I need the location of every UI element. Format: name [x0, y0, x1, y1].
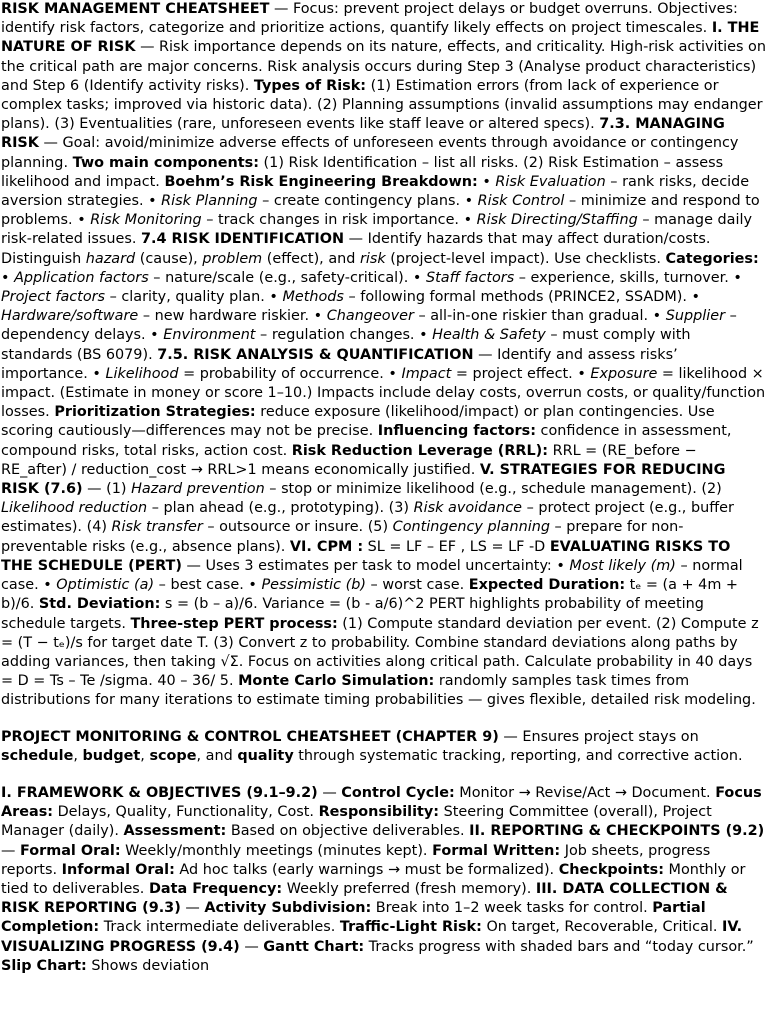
- body-text: Ad hoc talks (early warnings → must be formalized).: [174, 861, 559, 878]
- bold-heading-text: Two main components:: [72, 154, 259, 171]
- body-text: Weekly/monthly meetings (minutes kept).: [120, 842, 433, 859]
- body-text: —: [180, 900, 205, 917]
- bold-heading-text: VI. CPM :: [289, 538, 364, 555]
- body-text: randomly samples task times from distributions for many iterations to estimate timing probabilities — gives flexible, detailed risk modeling.: [1, 673, 756, 709]
- italic-term-text: Likelihood reduction: [1, 500, 148, 517]
- bold-heading-text: Checkpoints:: [558, 861, 664, 878]
- italic-term-text: problem: [202, 250, 263, 267]
- italic-term-text: Staff factors: [425, 269, 515, 286]
- body-text: — (1): [82, 481, 132, 498]
- bold-heading-text: Assessment:: [123, 823, 227, 840]
- italic-term-text: Contingency planning: [392, 519, 550, 536]
- bold-heading-text: Focus Areas:: [1, 784, 762, 821]
- italic-term-text: hazard: [85, 250, 136, 267]
- body-text: —: [317, 784, 342, 801]
- bold-heading-text: EVALUATING RISKS TO THE SCHEDULE (PERT): [1, 538, 731, 574]
- body-text: , and: [196, 747, 238, 764]
- italic-term-text: Application factors: [14, 269, 149, 286]
- body-text: – regulation changes. •: [255, 327, 433, 344]
- bold-heading-text: quality: [237, 747, 294, 764]
- body-text: – worst case.: [365, 577, 469, 594]
- body-text: s = (b – a)/6. Variance = (b - a/6)^2 PERT highlights probability of meeting schedule targets.: [1, 596, 704, 632]
- body-text: – stop or minimize likelihood (e.g., schedule management). (2): [264, 481, 722, 498]
- bold-heading-text: Expected Duration:: [468, 577, 626, 594]
- body-text: •: [1, 269, 15, 286]
- bold-heading-text: Types of Risk:: [253, 77, 367, 94]
- body-text: – track changes in risk importance. •: [201, 212, 477, 229]
- body-text: — Risk importance depends on its nature, effects, and criticality. High-risk activities on the critical path are major concerns. Risk analysis occurs during Step 3 (Analyse product characteristics) and Step 6 (Identify activity risks).: [1, 39, 766, 94]
- body-text: RRL = (RE_before − RE_after) / reduction_cost → RRL>1 means economically justified.: [1, 442, 697, 478]
- body-text: Weekly preferred (fresh memory).: [282, 880, 536, 897]
- body-text: •: [477, 173, 496, 190]
- bold-heading-text: Monte Carlo Simulation:: [238, 673, 435, 690]
- body-text: — Focus: prevent project delays or budget overruns. Objectives: identify risk factors, categorize and prioritize actions, quantify likely effects on project timescales.: [1, 1, 738, 37]
- bold-heading-text: 7.5. RISK ANALYSIS & QUANTIFICATION: [157, 346, 474, 363]
- body-text: SL = LF – EF , LS = LF -D: [363, 538, 550, 555]
- body-text: = probability of occurrence. •: [178, 365, 402, 382]
- bold-heading-text: Control Cycle:: [341, 784, 455, 801]
- italic-term-text: Hazard prevention: [131, 481, 265, 498]
- body-text: (project-level impact). Use checklists.: [385, 250, 666, 267]
- body-text: (effect), and: [262, 250, 360, 267]
- bold-heading-text: Std. Deviation:: [38, 596, 161, 613]
- bold-heading-text: Formal Oral:: [19, 842, 121, 859]
- body-text: – dependency delays. •: [1, 308, 737, 344]
- body-text: confidence in assessment, compound risks, total risks, action cost.: [1, 423, 732, 459]
- bold-heading-text: 7.3. MANAGING RISK: [1, 116, 725, 152]
- body-text: (1) Risk Identification – list all risks. (2) Risk Estimation – assess likelihood and impact.: [1, 154, 724, 190]
- bold-heading-text: Informal Oral:: [61, 861, 175, 878]
- monitoring-intro-paragraph: [1, 728, 766, 766]
- body-text: – clarity, quality plan. •: [105, 289, 283, 306]
- body-text: — Identify and assess risks’ importance. •: [1, 346, 678, 382]
- body-text: Monthly or tied to deliverables.: [1, 861, 746, 897]
- italic-term-text: Risk Monitoring: [90, 212, 202, 229]
- body-text: — Identify hazards that may affect duration/costs. Distinguish: [1, 231, 711, 267]
- body-text: – plan ahead (e.g., prototyping). (3): [147, 500, 414, 517]
- body-text: – manage daily risk-related issues.: [1, 212, 752, 248]
- bold-heading-text: IV. VISUALIZING PROGRESS (9.4): [1, 919, 743, 955]
- italic-term-text: Risk transfer: [111, 519, 203, 536]
- italic-term-text: Risk Planning: [161, 193, 258, 210]
- bold-heading-text: Boehm’s Risk Engineering Breakdown:: [164, 173, 478, 190]
- risk-management-paragraph: [1, 0, 766, 711]
- italic-term-text: Risk avoidance: [413, 500, 523, 517]
- body-text: tₑ = (a + 4m + b)/6.: [1, 577, 738, 613]
- monitoring-framework-paragraph: [1, 784, 766, 976]
- body-text: Steering Committee (overall), Project Manager (daily).: [1, 804, 712, 840]
- body-text: ,: [140, 747, 150, 764]
- body-text: = project effect. •: [451, 365, 591, 382]
- body-text: — Goal: avoid/minimize adverse effects of unforeseen events through avoidance or contingency planning.: [1, 135, 739, 171]
- italic-term-text: Risk Evaluation: [495, 173, 606, 190]
- body-text: — Ensures project stays on: [498, 728, 699, 745]
- italic-term-text: Risk Directing/Staffing: [476, 212, 638, 229]
- bold-heading-text: II. REPORTING & CHECKPOINTS (9.2): [469, 823, 765, 840]
- bold-heading-text: Three-step PERT process:: [130, 615, 338, 632]
- body-text: —: [239, 938, 264, 955]
- body-text: – must comply with standards (BS 6079).: [1, 327, 691, 363]
- bold-heading-text: Responsibility:: [318, 804, 440, 821]
- bold-heading-text: I. THE NATURE OF RISK: [1, 20, 760, 56]
- bold-heading-text: Prioritization Strategies:: [54, 404, 256, 421]
- bold-heading-text: 7.4 RISK IDENTIFICATION: [141, 231, 345, 248]
- body-text: —: [1, 842, 20, 859]
- italic-term-text: Supplier: [665, 308, 725, 325]
- body-text: through systematic tracking, reporting, and corrective action.: [293, 747, 743, 764]
- body-text: – prepare for non-preventable risks (e.g., absence plans).: [1, 519, 684, 555]
- body-text: Based on objective deliverables.: [226, 823, 470, 840]
- body-text: On target, Recoverable, Critical.: [481, 919, 723, 936]
- body-text: – new hardware riskier. •: [138, 308, 327, 325]
- italic-term-text: Project factors: [1, 289, 106, 306]
- body-text: – best case. •: [154, 577, 262, 594]
- body-text: – normal case. •: [1, 557, 743, 594]
- body-text: – minimize and respond to problems. •: [1, 193, 760, 229]
- body-text: Job sheets, progress reports.: [1, 842, 711, 878]
- body-text: Tracks progress with shaded bars and “today cursor.”: [364, 938, 754, 955]
- body-text: (1) Compute standard deviation per event. (2) Compute z = (T − tₑ)/s for target date T. (3) Convert z to probability. Combine standard deviations along paths by adding variances, then taking √Σ. Focus on activities along critical path. Calculate probability in 40 days = D = Ts – Te /sigma. 40 – 36/ 5.: [1, 615, 759, 690]
- italic-term-text: Impact: [401, 365, 452, 382]
- bold-heading-text: Categories:: [665, 250, 759, 267]
- body-text: – protect project (e.g., buffer estimates). (4): [1, 500, 734, 536]
- body-text: = likelihood × impact. (Estimate in money or score 1–10.) Impacts include delay costs, overrun costs, or quality/function losses.: [1, 365, 766, 421]
- body-text: – nature/scale (e.g., safety-critical). •: [148, 269, 426, 286]
- body-text: Break into 1–2 week tasks for control.: [371, 900, 653, 917]
- bold-heading-text: Influencing factors:: [377, 423, 536, 440]
- body-text: ,: [73, 747, 83, 764]
- bold-heading-text: budget: [82, 747, 141, 764]
- italic-term-text: Changeover: [326, 308, 414, 325]
- body-text: Delays, Quality, Functionality, Cost.: [53, 804, 319, 821]
- italic-term-text: Methods: [282, 289, 344, 306]
- bold-heading-text: Partial Completion:: [1, 900, 706, 936]
- italic-term-text: Risk Control: [477, 193, 565, 210]
- body-text: (1) Estimation errors (from lack of experience or complex tasks; improved via historic data). (2) Planning assumptions (invalid assumptions may endanger plans). (3) Eventualities (rare, unforeseen events like staff leave or altered specs).: [1, 77, 763, 133]
- bold-heading-text: V. STRATEGIES FOR REDUCING RISK (7.6): [1, 461, 726, 498]
- bold-heading-text: Traffic-Light Risk:: [339, 919, 482, 936]
- body-text: – rank risks, decide aversion strategies. •: [1, 173, 750, 210]
- body-text: – all-in-one riskier than gradual. •: [413, 308, 666, 325]
- bold-heading-text: RISK MANAGEMENT CHEATSHEET: [1, 1, 270, 17]
- bold-heading-text: Data Frequency:: [148, 880, 283, 897]
- body-text: – outsource or insure. (5): [202, 519, 393, 536]
- italic-term-text: Environment: [163, 327, 256, 344]
- body-text: — Uses 3 estimates per task to model uncertainty: •: [181, 557, 570, 574]
- italic-term-text: Hardware/software: [1, 308, 139, 325]
- body-text: Monitor → Revise/Act → Document.: [454, 784, 716, 801]
- italic-term-text: risk: [359, 250, 386, 267]
- bold-heading-text: Activity Subdivision:: [204, 900, 372, 917]
- body-text: (cause),: [135, 250, 203, 267]
- bold-heading-text: Slip Chart:: [1, 957, 87, 974]
- bold-heading-text: III. DATA COLLECTION & RISK REPORTING (9.3): [1, 880, 728, 917]
- bold-heading-text: I. FRAMEWORK & OBJECTIVES (9.1–9.2): [1, 784, 318, 801]
- body-text: – experience, skills, turnover. •: [514, 269, 742, 286]
- body-text: – create contingency plans. •: [257, 193, 478, 210]
- italic-term-text: Optimistic (a): [56, 577, 155, 594]
- italic-term-text: Pessimistic (b): [261, 577, 366, 594]
- bold-heading-text: Risk Reduction Leverage (RRL):: [291, 442, 548, 459]
- bold-heading-text: scope: [149, 747, 197, 764]
- bold-heading-text: Gantt Chart:: [263, 938, 365, 955]
- bold-heading-text: schedule: [1, 747, 74, 764]
- body-text: – following formal methods (PRINCE2, SSADM). •: [343, 289, 700, 306]
- body-text: Track intermediate deliverables.: [99, 919, 340, 936]
- italic-term-text: Likelihood: [105, 365, 179, 382]
- bold-heading-text: Formal Written:: [432, 842, 561, 859]
- bold-heading-text: PROJECT MONITORING & CONTROL CHEATSHEET (CHAPTER 9): [1, 728, 499, 745]
- body-text: reduce exposure (likelihood/impact) or plan contingencies. Use scoring cautiously—differences may not be precise.: [1, 404, 715, 440]
- italic-term-text: Most likely (m): [569, 557, 676, 574]
- italic-term-text: Health & Safety: [432, 327, 546, 344]
- body-text: Shows deviation: [86, 957, 210, 974]
- italic-term-text: Exposure: [590, 365, 658, 382]
